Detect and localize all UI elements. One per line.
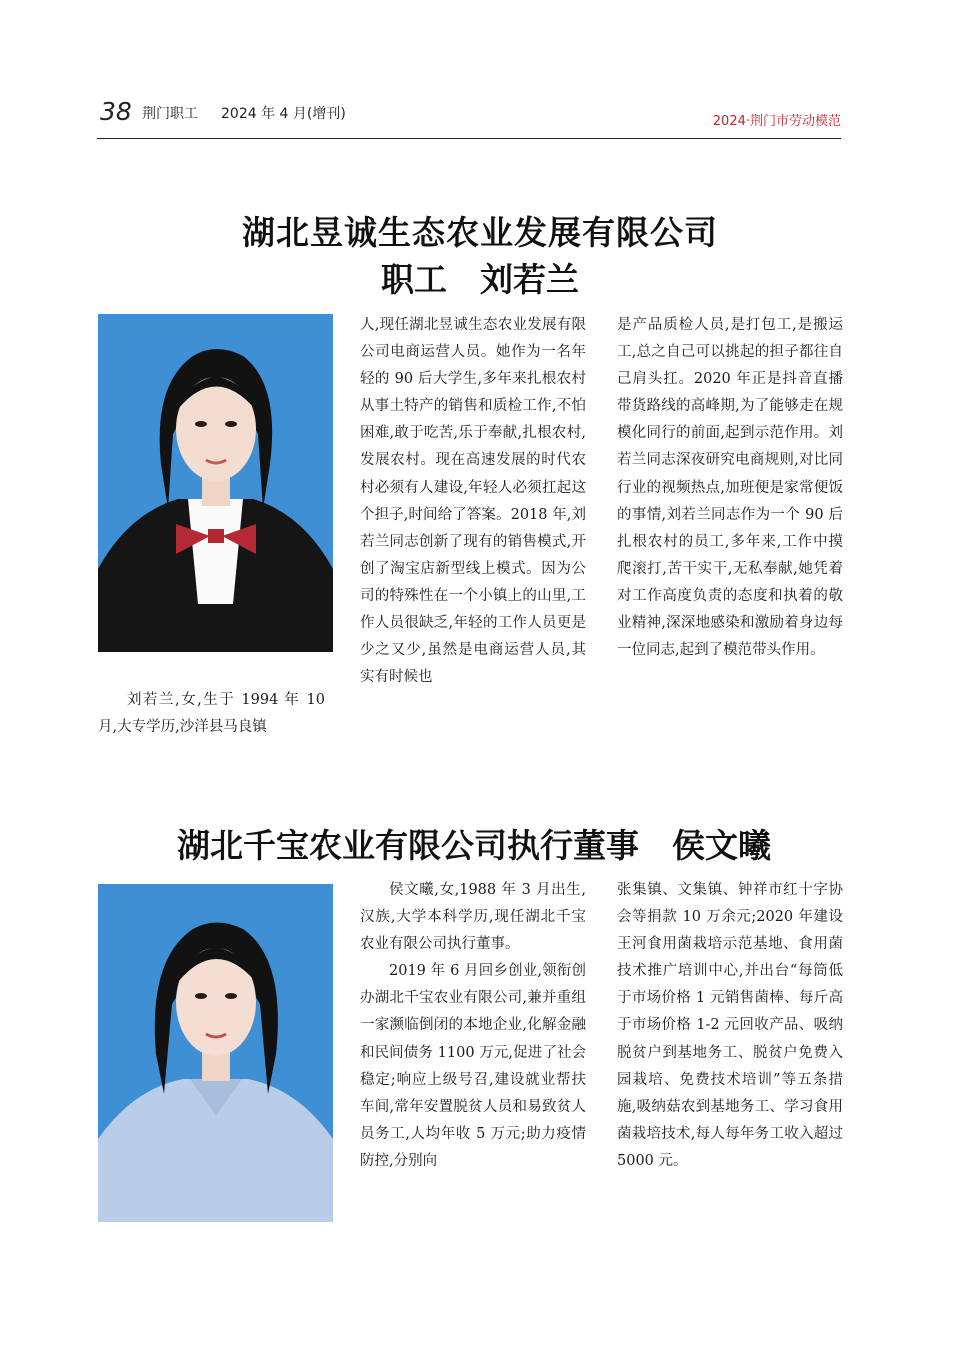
- profile2-text-column-3: [617, 877, 843, 1175]
- profile1-title-company: 湖北昱诚生态农业发展有限公司: [242, 213, 718, 252]
- profile1-title-name: 职工 刘若兰: [381, 260, 579, 299]
- profile1-intro-paragraph: 刘若兰,女,生于 1994 年 10 月,大专学历,沙洋县马良镇: [98, 692, 325, 736]
- profile1-paragraph-continued-2: 是产品质检人员,是打包工,是搬运工,总之自己可以挑起的担子都往自己肩头扛。2020 年正是抖音直播带货路线的高峰期,为了能够走在规模化同行的前面,起到示范作用。刘若兰同志深夜研究电商规则,对比同行业的视频热点,加班便是家常便饭的事情,刘若兰同志作为一个 90 后扎根农村的员工,多年来,工作中摸爬滚打,苦干实干,无私奉献,她凭着对工作高度负责的态度和执着的敬业精神,深深地感染和激励着身边每一位同志,起到了模范带头作用。: [617, 317, 843, 659]
- publication-name: 荆门职工: [142, 106, 198, 122]
- profile2-paragraph-continued: 张集镇、文集镇、钟祥市红十字协会等捐款 10 万余元;2020 年建设王河食用菌栽培示范基地、食用菌技术推广培训中心,并出台“每筒低于市场价格 1 元销售菌棒、每斤高于市场价格 1-2 元回收产品、吸纳脱贫户到基地务工、脱贫户免费入园栽培、免费技术培训”等五条措施,吸纳菇农到基地务工、学习食用菌栽培技术,每人每年务工收入超过 5000 元。: [617, 882, 843, 1169]
- issue-date: 2024 年 4 月(增刊): [221, 106, 346, 122]
- portrait-photo-liu-ruolan: [98, 314, 333, 652]
- profile2-text-column-2: [360, 877, 586, 1175]
- section-title: 2024·荆门市劳动模范: [712, 114, 841, 129]
- profile1-paragraph-continued: 人,现任湖北昱诚生态农业发展有限公司电商运营人员。她作为一名年轻的 90 后大学生,多年来扎根农村从事土特产的销售和质检工作,不怕困难,敢于吃苦,乐于奉献,扎根农村,发展农村。现在高速发展的时代农村必须有人建设,年轻人必须扛起这个担子,时间给了答案。2018 年,刘若兰同志创新了现有的销售模式,开创了淘宝店新型线上模式。因为公司的特殊性在一个小镇上的山里,工作人员很缺乏,年轻的工作人员更是少之又少,虽然是电商运营人员,其实有时候也: [360, 317, 586, 686]
- profile1-caption-column: [98, 687, 325, 741]
- portrait-photo-hou-wenxi: [98, 884, 333, 1222]
- profile2-intro-paragraph: 侯文曦,女,1988 年 3 月出生,汉族,大学本科学历,现任湖北千宝农业有限公司执行董事。: [360, 882, 586, 953]
- profile2-title: 湖北千宝农业有限公司执行董事 侯文曦: [177, 826, 771, 865]
- profile1-text-column-3: [617, 312, 843, 664]
- page-header: [97, 88, 841, 139]
- profile2-career-paragraph: 2019 年 6 月回乡创业,领衔创办湖北千宝农业有限公司,兼并重组一家濒临倒闭的本地企业,化解金融和民间债务 1100 万元,促进了社会稳定;响应上级号召,建设就业帮扶车间,常年安置脱贫人员和易致贫人员务工,人均年收 5 万元;助力疫情防控,分别向: [360, 963, 586, 1169]
- page-number: 38: [100, 97, 132, 126]
- profile1-text-column-2: [360, 312, 586, 691]
